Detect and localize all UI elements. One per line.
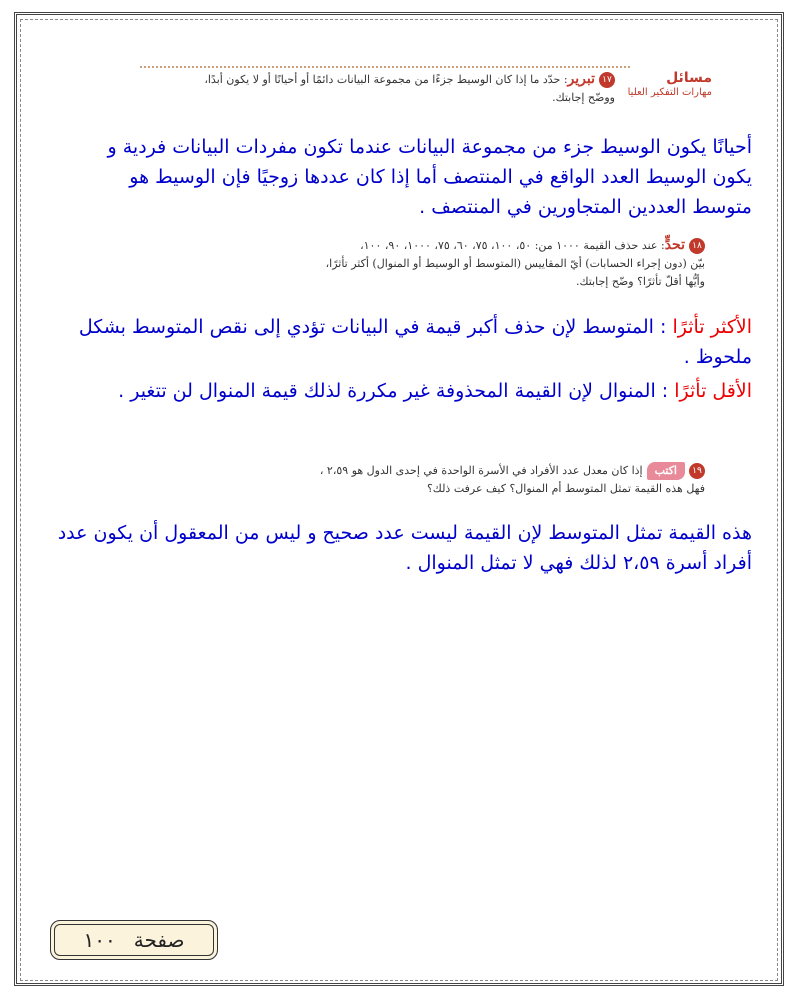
answer-line: أحيانًا يكون الوسيط جزء من مجموعة البيانات عندما تكون مفردات البيانات فردية و <box>107 136 752 158</box>
page-number: ١٠٠ <box>83 928 116 952</box>
question-text: : حدّد ما إذا كان الوسيط جزءًا من مجموعة البيانات دائمًا أو أحيانًا أو لا يكون أبدًا، <box>204 73 568 86</box>
page-number-box <box>50 920 218 960</box>
question-text: فهل هذه القيمة تمثل المتوسط أم المنوال؟ كيف عرفت ذلك؟ <box>426 482 705 495</box>
answer-17 <box>40 132 752 222</box>
section-header <box>628 70 712 100</box>
question-17 <box>145 70 615 107</box>
question-18 <box>95 236 705 291</box>
question-text: : عند حذف القيمة ١٠٠٠ من: ٥٠، ١٠٠، ٧٥، ٦٠، ٧٥، ١٠٠٠، ٩٠، ١٠٠، <box>360 239 665 252</box>
question-number-badge: ١٧ <box>599 72 615 88</box>
write-badge: اكتب <box>647 462 685 480</box>
most-affected-label: الأكثر تأثرًا <box>672 316 752 338</box>
question-keyword: تبرير <box>567 71 595 87</box>
answer-line: : المتوسط لإن حذف أكبر قيمة في البيانات تؤدي إلى نقص المتوسط بشكل <box>78 316 667 338</box>
question-number-badge: ١٨ <box>689 238 705 254</box>
question-text: بيّن (دون إجراء الحسابات) أيّ المقاييس (المتوسط أو الوسيط أو المنوال) أكثر تأثرًا، <box>325 257 705 270</box>
header-divider <box>140 66 630 68</box>
question-number-badge: ١٩ <box>689 463 705 479</box>
question-text: ووضّح إجابتك. <box>552 91 615 104</box>
answer-18 <box>40 312 752 406</box>
answer-line: أفراد أسرة ٢،٥٩ لذلك فهي لا تمثل المنوال . <box>405 552 752 574</box>
answer-19 <box>40 518 752 578</box>
question-text: إذا كان معدل عدد الأفراد في الأسرة الواحدة في إحدى الدول هو ٢،٥٩ ، <box>319 464 643 477</box>
section-title: مسائل <box>666 70 712 86</box>
page-label: صفحة <box>133 928 185 952</box>
answer-line: يكون الوسيط العدد الواقع في المنتصف أما إذا كان عددها زوجيًا فإن الوسيط هو <box>129 166 752 188</box>
question-19 <box>145 462 705 498</box>
question-text: وأيُّها أقلّ تأثرًا؟ وضّح إجابتك. <box>575 275 705 288</box>
answer-line: ملحوظ . <box>683 346 752 368</box>
section-subtitle: مهارات التفكير العليا <box>627 87 712 98</box>
question-keyword: تحدٍّ <box>664 237 685 253</box>
answer-line: : المنوال لإن القيمة المحذوفة غير مكررة لذلك قيمة المنوال لن تتغير . <box>118 380 669 402</box>
answer-line: متوسط العددين المتجاورين في المنتصف . <box>419 196 752 218</box>
least-affected-label: الأقل تأثرًا <box>674 380 752 402</box>
answer-line: هذه القيمة تمثل المتوسط لإن القيمة ليست عدد صحيح و ليس من المعقول أن يكون عدد <box>57 522 752 544</box>
